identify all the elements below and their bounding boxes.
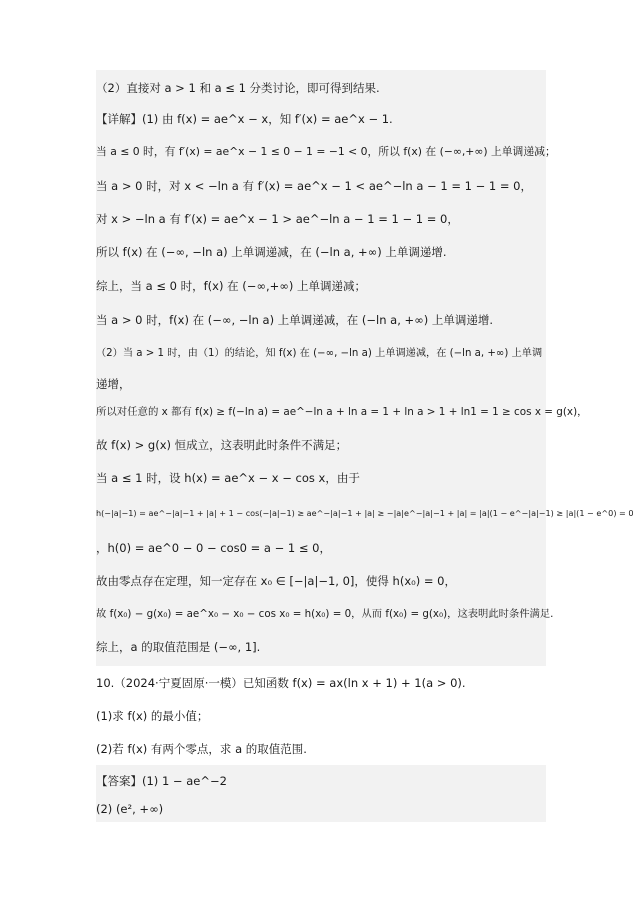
- solution-line-2: 【详解】(1) 由 f(x) = ae^x − x，知 f′(x) = ae^x − 1.: [96, 112, 393, 126]
- problem-title: 10.（2024·宁夏固原·一模）已知函数 f(x) = ax(ln x + 1) + 1(a > 0).: [96, 676, 466, 690]
- solution-line-9: （2）当 a > 1 时，由（1）的结论，知 f(x) 在 (−∞, −ln a) 上单调递减，在 (−ln a, +∞) 上单调: [96, 348, 543, 359]
- solution-line-8: 当 a > 0 时，f(x) 在 (−∞, −ln a) 上单调递减，在 (−ln a, +∞) 上单调递增.: [96, 313, 494, 327]
- solution-line-1: （2）直接对 a > 1 和 a ≤ 1 分类讨论，即可得到结果.: [96, 81, 380, 95]
- solution-line-4: 当 a > 0 时，对 x < −ln a 有 f′(x) = ae^x − 1 < ae^−ln a − 1 = 1 − 1 = 0，: [96, 179, 532, 193]
- answer-part-1: 【答案】(1) 1 − ae^−2: [96, 774, 227, 788]
- problem-part-1: (1)求 f(x) 的最小值；: [96, 709, 209, 723]
- solution-line-12: 故 f(x) > g(x) 恒成立，这表明此时条件不满足；: [96, 438, 348, 452]
- solution-line-17: 故 f(x₀) − g(x₀) = ae^x₀ − x₀ − cos x₀ = h(x₀) = 0，从而 f(x₀) = g(x₀)，这表明此时条件满足.: [96, 608, 554, 620]
- solution-line-16: 故由零点存在定理，知一定存在 x₀ ∈ [−|a|−1, 0]，使得 h(x₀) = 0，: [96, 574, 456, 588]
- solution-line-6: 所以 f(x) 在 (−∞, −ln a) 上单调递减，在 (−ln a, +∞) 上单调递增.: [96, 245, 447, 259]
- solution-line-11: 所以对任意的 x 都有 f(x) ≥ f(−ln a) = ae^−ln a + ln a = 1 + ln a > 1 + ln1 = 1 ≥ cos x = g(x)，: [96, 406, 588, 418]
- solution-line-13: 当 a ≤ 1 时，设 h(x) = ae^x − x − cos x，由于: [96, 471, 360, 485]
- solution-line-5: 对 x > −ln a 有 f′(x) = ae^x − 1 > ae^−ln a − 1 = 1 − 1 = 0，: [96, 212, 459, 226]
- answer-part-2: (2) (e², +∞): [96, 802, 164, 816]
- solution-line-15: ，h(0) = ae^0 − 0 − cos0 = a − 1 ≤ 0，: [96, 541, 331, 555]
- solution-line-14: h(−|a|−1) = ae^−|a|−1 + |a| + 1 − cos(−|a|−1) ≥ ae^−|a|−1 + |a| ≥ −|a|e^−|a|−1 + |a| = |a|(1 − e^−|a|−1) ≥ |a|(1 − e^0) = 0: [96, 508, 634, 518]
- solution-line-10: 递增，: [96, 377, 131, 391]
- problem-part-2: (2)若 f(x) 有两个零点，求 a 的取值范围.: [96, 742, 307, 756]
- solution-line-18: 综上，a 的取值范围是 (−∞, 1].: [96, 640, 261, 654]
- solution-line-7: 综上，当 a ≤ 0 时，f(x) 在 (−∞,+∞) 上单调递减；: [96, 279, 366, 293]
- solution-line-3: 当 a ≤ 0 时，有 f′(x) = ae^x − 1 ≤ 0 − 1 = −1 < 0，所以 f(x) 在 (−∞,+∞) 上单调递减；: [96, 145, 556, 158]
